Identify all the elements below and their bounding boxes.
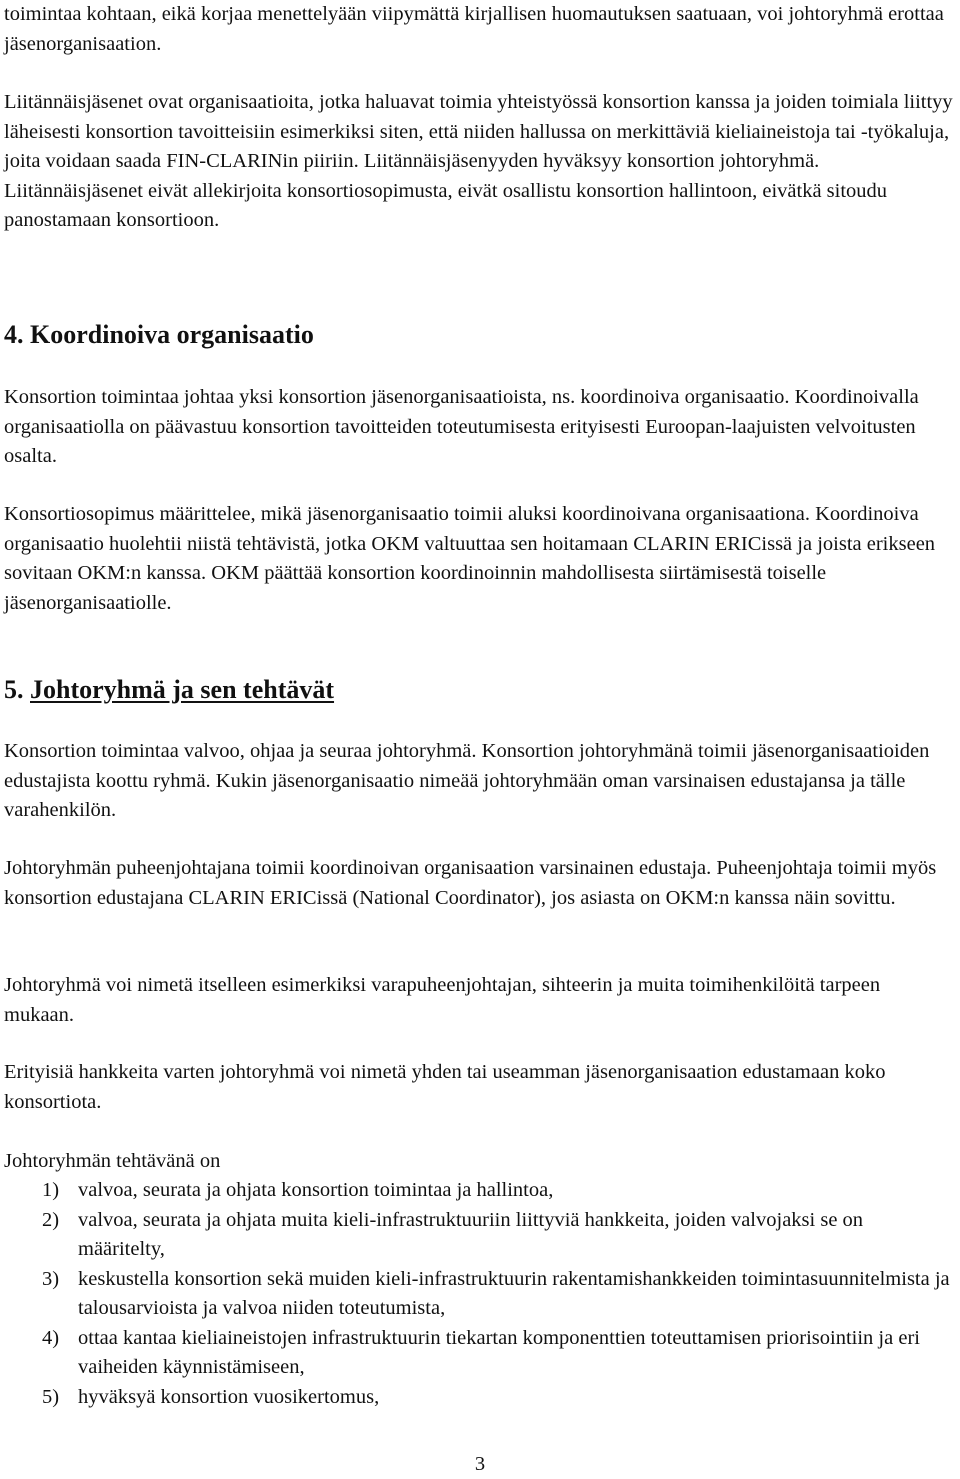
list-item [4,1206,954,1265]
paragraph-continuation: toimintaa kohtaan, eikä korjaa menettelyään viipymättä kirjallisen huomautuksen saatuaan, voi johtoryhmä erottaa jäsenorganisaation. [4,3,944,55]
list-item [4,1383,954,1413]
paragraph-coordinating-org: Konsortion toimintaa johtaa yksi konsortion jäsenorganisaatioista, ns. koordinoiva organisaatio. Koordinoivalla organisaatiolla on päävastuu konsortion tavoitteiden toteutumisesta erityisesti Euroopan-laajuisten velvoitusten osalta. [4,386,919,467]
paragraph-steering-group: Konsortion toimintaa valvoo, ohjaa ja seuraa johtoryhmä. Konsortion johtoryhmänä toimii jäsenorganisaatioiden edustajista koottu ryhmä. Kukin jäsenorganisaatio nimeää johtoryhmään oman varsinaisen edustajansa ja tälle varahenkilön. [4,740,930,821]
paragraph-consortium-agreement: Konsortiosopimus määrittelee, mikä jäsenorganisaatio toimii aluksi koordinoivana organisaationa. Koordinoiva organisaatio huolehtii niistä tehtävistä, jotka OKM valtuuttaa sen hoitamaan CLARIN ERICissä ja joista erikseen sovitaan OKM:n kanssa. OKM päättää konsortion koordinoinnin mahdollisesta siirtämisestä toiselle jäsenorganisaatiolle. [4,503,936,614]
heading-title: Koordinoiva organisaatio [30,320,314,349]
heading-number: 5. [4,675,24,704]
paragraph-officers: Johtoryhmä voi nimetä itselleen esimerkiksi varapuheenjohtajan, sihteerin ja muita toimihenkilöitä tarpeen mukaan. [4,974,881,1026]
paragraph-chair: Johtoryhmän puheenjohtajana toimii koordinoivan organisaation varsinainen edustaja. Puheenjohtaja toimii myös konsortion edustajana CLARIN ERICissä (National Coordinator), jos asiasta on OKM:n kanssa näin sovittu. [4,857,937,909]
paragraph-special-projects: Erityisiä hankkeita varten johtoryhmä voi nimetä yhden tai useamman jäsenorganisaation edustamaan koko konsortiota. [4,1061,886,1113]
list-number: 3) [42,1267,60,1290]
list-text: valvoa, seurata ja ohjata konsortion toimintaa ja hallintoa, [78,1179,554,1201]
list-item [4,1324,954,1383]
list-item [4,1176,954,1206]
list-text: keskustella konsortion sekä muiden kieli-infrastruktuurin rakentamishankkeiden toimintasuunnitelmista ja talousarvioista ja valvoa niiden toteutumista, [78,1267,950,1319]
heading-number: 4. [4,320,24,349]
paragraph-tasks-intro: Johtoryhmän tehtävänä on [4,1150,221,1172]
list-number: 2) [42,1208,60,1231]
list-number: 4) [42,1326,60,1349]
task-list [4,1176,954,1412]
list-number: 5) [42,1385,60,1408]
list-text: hyväksyä konsortion vuosikertomus, [78,1385,380,1408]
list-item [4,1265,954,1324]
heading-section-4 [4,320,314,350]
list-number: 1) [42,1179,60,1201]
list-text: ottaa kantaa kieliaineistojen infrastruktuurin tiekartan komponenttien toteuttamisen priorisointiin ja eri vaiheiden käynnistämiseen, [78,1326,920,1378]
heading-section-5 [4,675,334,705]
heading-title: Johtoryhmä ja sen tehtävät [30,675,335,704]
list-text: valvoa, seurata ja ohjata muita kieli-infrastruktuuriin liittyviä hankkeita, joiden valvojaksi se on määritelty, [78,1208,864,1260]
page-number: 3 [474,1453,486,1475]
paragraph-associate-members: Liitännäisjäsenet ovat organisaatioita, jotka haluavat toimia yhteistyössä konsortion kanssa ja joiden toimiala liittyy läheisesti konsortion tavoitteisiin esimerkiksi siten, että niiden hallussa on merkittäviä kieliaineistoja tai -työkaluja, joita voidaan saada FIN-CLARINin piiriin. Liitännäisjäsenyyden hyväksyy konsortion johtoryhmä. Liitännäisjäsenet eivät allekirjoita konsortiosopimusta, eivät osallistu konsortion hallintoon, eivätkä sitoudu panostamaan konsortioon. [4,91,953,231]
